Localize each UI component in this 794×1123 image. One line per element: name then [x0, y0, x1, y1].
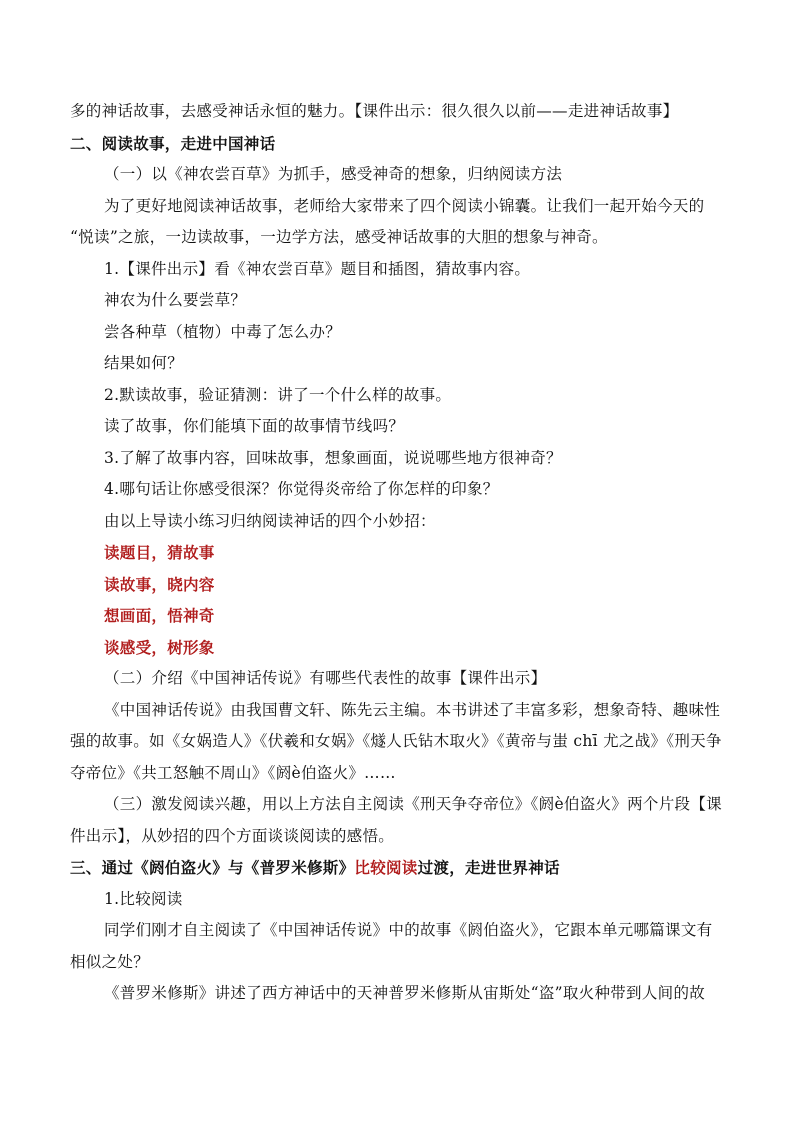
paragraph-line: 夺帝位》《共工怒触不周山》《阏è伯盗火》…… [70, 763, 396, 782]
tip-item: 读题目，猜故事 [104, 543, 215, 562]
paragraph-line: 《中国神话传说》由我国曹文轩、陈先云主编。本书讲述了丰富多彩，想象奇特、趣味性 [104, 700, 721, 719]
tip-item: 读故事，晓内容 [104, 574, 215, 594]
paragraph-line: 由以上导读小练习归纳阅读神话的四个小妙招： [104, 511, 436, 530]
paragraph-line: 为了更好地阅读神话故事，老师给大家带来了四个阅读小锦囊。让我们一起开始今天的 [104, 196, 705, 215]
paragraph-line: 相似之处？ [70, 952, 150, 971]
paragraph-line: “悦读”之旅，一边读故事，一边学方法，感受神话故事的大胆的想象与神奇。 [70, 228, 608, 246]
paragraph-line: 读了故事，你们能填下面的故事情节线吗？ [104, 417, 405, 435]
step-item: 1.【课件出示】看《神农尝百草》题目和插图，猜故事内容。 [104, 259, 531, 278]
step-item: 3.了解了故事内容，回味故事，想象画面，说说哪些地方很神奇？ [104, 448, 562, 467]
question-line: 结果如何？ [104, 354, 184, 372]
subsection-heading-2: （二）介绍《中国神话传说》有哪些代表性的故事【课件出示】 [104, 669, 547, 687]
subsection-heading-3: （三）激发阅读兴趣，用以上方法自主阅读《刑天争夺帝位》《阏è伯盗火》两个片段【课 [104, 795, 722, 813]
paragraph-line: 同学们刚才自主阅读了《中国神话传说》中的故事《阏伯盗火》，它跟本单元哪篇课文有 [104, 921, 713, 939]
heading-highlight: 比较阅读 [354, 858, 418, 877]
paragraph-line: 《普罗米修斯》讲述了西方神话中的天神普罗米修斯从宙斯处“盗”取火种带到人间的故 [104, 984, 706, 1002]
paragraph-line: 件出示】，从妙招的四个方面谈谈阅读的感悟。 [70, 826, 395, 845]
section-heading-3 [70, 852, 732, 884]
heading-text: 过渡，走进世界神话 [417, 858, 560, 877]
question-line: 神农为什么要尝草？ [104, 291, 247, 309]
tip-item: 想画面，悟神奇 [104, 606, 215, 625]
document-body [70, 96, 732, 1010]
step-item: 2.默读故事，验证猜测：讲了一个什么样的故事。 [104, 385, 452, 404]
subsection-heading-1: （一）以《神农尝百草》为抓手，感受神奇的想象，归纳阅读方法 [104, 165, 563, 183]
step-item: 1.比较阅读 [104, 889, 183, 908]
section-heading-2: 二、阅读故事，走进中国神话 [70, 133, 276, 153]
paragraph-line: 强的故事。如《女娲造人》《伏羲和女娲》《燧人氏钻木取火》《黄帝与蚩 chī 尤之战》《刑天争 [70, 732, 722, 750]
tip-item: 谈感受，树形象 [104, 637, 215, 657]
question-line: 尝各种草（植物）中毒了怎么办？ [104, 322, 342, 341]
heading-text: 三、通过《阏伯盗火》与《普罗米修斯》 [70, 858, 355, 877]
paragraph-line: 多的神话故事，去感受神话永恒的魅力。【课件出示：很久很久以前——走进神话故事】 [70, 102, 679, 120]
step-item: 4.哪句话让你感受很深？你觉得炎帝给了你怎样的印象？ [104, 480, 499, 498]
